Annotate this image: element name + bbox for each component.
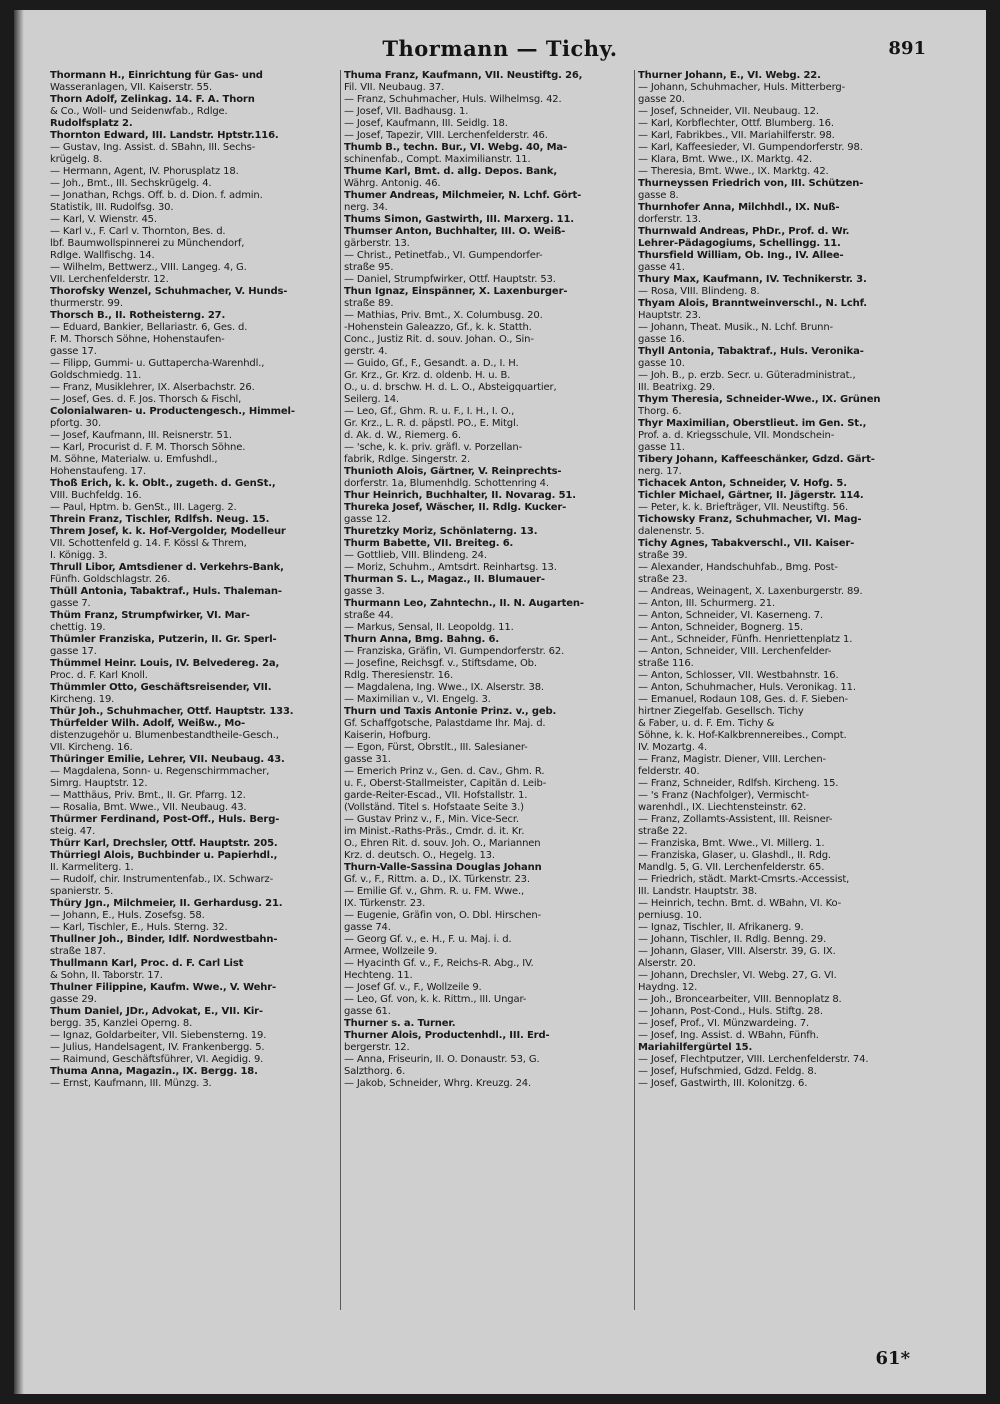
- directory-entry: hirtner Ziegelfab. Gesellsch. Tichy: [638, 706, 804, 717]
- column-3: [638, 70, 924, 1340]
- directory-entry: dalenenstr. 5.: [638, 526, 705, 537]
- directory-entry: — Josef, Kaufmann, III. Reisnerstr. 51.: [50, 430, 232, 441]
- directory-entry: Thornton Edward, III. Landstr. Hptstr.116.: [50, 130, 279, 141]
- directory-entry: — Johann, Glaser, VIII. Alserstr. 39, G. IX.: [638, 946, 836, 957]
- directory-entry: M. Söhne, Materialw. u. Emfushdl.,: [50, 454, 218, 465]
- directory-entry: Thun Ignaz, Einspänner, X. Laxenburger-: [344, 286, 568, 297]
- directory-entry: — 'sche, k. k. priv. gräfl. v. Porzellan-: [344, 442, 523, 453]
- directory-entry: — Ant., Schneider, Fünfh. Henriettenplatz 1.: [638, 634, 853, 645]
- directory-entry: — Franziska, Bmt. Wwe., VI. Millerg. 1.: [638, 838, 825, 849]
- directory-entry: — Josef, Schneider, VII. Neubaug. 12.: [638, 106, 819, 117]
- directory-entry: & Co., Woll- und Seidenwfab., Rdlge.: [50, 106, 228, 117]
- directory-entry: Proc. d. F. Karl Knoll.: [50, 670, 148, 681]
- directory-entry: Thume Karl, Bmt. d. allg. Depos. Bank,: [344, 166, 558, 177]
- directory-entry: — Emanuel, Rodaun 108, Ges. d. F. Sieben-: [638, 694, 848, 705]
- directory-entry: gasse 8.: [638, 190, 679, 201]
- directory-entry: — Matthäus, Priv. Bmt., II. Gr. Pfarrg. 12.: [50, 790, 246, 801]
- directory-entry: dorferstr. 1a, Blumenhdlg. Schottenring 4.: [344, 478, 549, 489]
- directory-entry: O., u. d. brschw. H. d. L. O., Absteigquartier,: [344, 382, 557, 393]
- directory-entry: Thürriegl Alois, Buchbinder u. Papierhdl.,: [50, 850, 278, 861]
- directory-entry: Colonialwaren- u. Productengesch., Himmel-: [50, 406, 295, 417]
- directory-entry: — Eugenie, Gräfin von, O. Dbl. Hirschen-: [344, 910, 542, 921]
- directory-entry: — Andreas, Weinagent, X. Laxenburgerstr. 89.: [638, 586, 863, 597]
- directory-entry: Thunioth Alois, Gärtner, V. Reinprechts-: [344, 466, 562, 477]
- directory-entry: straße 89.: [344, 298, 394, 309]
- running-head: Thormann — Tichy.: [382, 36, 618, 61]
- directory-entry: Thureka Josef, Wäscher, II. Rdlg. Kucker-: [344, 502, 567, 513]
- directory-entry: — Anton, Schneider, Bognerg. 15.: [638, 622, 804, 633]
- directory-entry: warenhdl., IX. Liechtensteinstr. 62.: [638, 802, 807, 813]
- directory-entry: — Josef, Flechtputzer, VIII. Lerchenfelderstr. 74.: [638, 1054, 869, 1065]
- directory-entry: Thorofsky Wenzel, Schuhmacher, V. Hunds-: [50, 286, 288, 297]
- directory-entry: Conc., Justiz Rit. d. souv. Johan. O., Sin-: [344, 334, 534, 345]
- directory-entry: — Heinrich, techn. Bmt. d. WBahn, VI. Ko-: [638, 898, 842, 909]
- directory-entry: — Paul, Hptm. b. GenSt., III. Lagerg. 2.: [50, 502, 237, 513]
- directory-entry: — Hermann, Agent, IV. Phorusplatz 18.: [50, 166, 239, 177]
- directory-columns: [50, 70, 930, 1340]
- directory-entry: Thurner Alois, Productenhdl., III. Erd-: [344, 1030, 550, 1041]
- directory-entry: — Josef, Tapezir, VIII. Lerchenfelderstr. 46.: [344, 130, 548, 141]
- directory-entry: Gf. v., F., Rittm. a. D., IX. Türkenstr. 23.: [344, 874, 530, 885]
- directory-entry: VIII. Buchfeldg. 16.: [50, 490, 142, 501]
- directory-entry: — Anton, Schuhmacher, Huls. Veronikag. 11.: [638, 682, 856, 693]
- directory-entry: Thüry Jgn., Milchmeier, II. Gerhardusg. 21.: [50, 898, 283, 909]
- directory-entry: Lehrer-Pädagogiums, Schellingg. 11.: [638, 238, 841, 249]
- directory-entry: — Christ., Petinetfab., VI. Gumpendorfer-: [344, 250, 543, 261]
- directory-entry: Thullmann Karl, Proc. d. F. Carl List: [50, 958, 244, 969]
- directory-entry: gasse 20.: [638, 94, 685, 105]
- directory-entry: Simrg. Hauptstr. 12.: [50, 778, 148, 789]
- directory-entry: Thorsch B., II. Rotheisterng. 27.: [50, 310, 226, 321]
- directory-entry: lbf. Baumwollspinnerei zu Münchendorf,: [50, 238, 245, 249]
- directory-entry: gasse 31.: [344, 754, 391, 765]
- directory-entry: — Johann, E., Huls. Zosefsg. 58.: [50, 910, 205, 921]
- directory-entry: — Johann, Tischler, II. Rdlg. Benng. 29.: [638, 934, 827, 945]
- directory-entry: Thum Daniel, JDr., Advokat, E., VII. Kir-: [50, 1006, 263, 1017]
- directory-entry: — Anton, Schlosser, VII. Westbahnstr. 16.: [638, 670, 839, 681]
- directory-entry: spanierstr. 5.: [50, 886, 114, 897]
- directory-entry: O., Ehren Rit. d. souv. Joh. O., Mariannen: [344, 838, 541, 849]
- directory-entry: & Faber, u. d. F. Em. Tichy &: [638, 718, 775, 729]
- directory-entry: straße 22.: [638, 826, 688, 837]
- directory-entry: u. F., Oberst-Stallmeister, Capitän d. Leib-: [344, 778, 547, 789]
- directory-entry: III. Landstr. Hauptstr. 38.: [638, 886, 758, 897]
- directory-entry: Armee, Wollzeile 9.: [344, 946, 438, 957]
- directory-entry: — Daniel, Strumpfwirker, Ottf. Hauptstr. 53.: [344, 274, 556, 285]
- directory-entry: Thurn-Valle-Sassina Douglas Johann: [344, 862, 542, 873]
- directory-entry: Goldschmiedg. 11.: [50, 370, 142, 381]
- directory-entry: Thorg. 6.: [638, 406, 682, 417]
- directory-entry: Thümmel Heinr. Louis, IV. Belvedereg. 2a,: [50, 658, 280, 669]
- directory-entry: Thüringer Emilie, Lehrer, VII. Neubaug. 43.: [50, 754, 285, 765]
- directory-entry: dorferstr. 13.: [638, 214, 701, 225]
- directory-entry: schinenfab., Compt. Maximilianstr. 11.: [344, 154, 531, 165]
- directory-entry: Hechteng. 11.: [344, 970, 413, 981]
- directory-entry: — Markus, Sensal, II. Leopoldg. 11.: [344, 622, 514, 633]
- directory-entry: — Jakob, Schneider, Whrg. Kreuzg. 24.: [344, 1078, 532, 1089]
- column-2: [344, 70, 630, 1340]
- directory-entry: — Klara, Bmt. Wwe., IX. Marktg. 42.: [638, 154, 812, 165]
- directory-entry: Rudolfsplatz 2.: [50, 118, 133, 129]
- directory-entry: straße 39.: [638, 550, 688, 561]
- directory-entry: Thuretzky Moriz, Schönlaterng. 13.: [344, 526, 538, 537]
- directory-entry: Thür Joh., Schuhmacher, Ottf. Hauptstr. 133.: [50, 706, 294, 717]
- directory-entry: Thüll Antonia, Tabaktraf., Huls. Thaleman-: [50, 586, 282, 597]
- directory-entry: straße 116.: [638, 658, 694, 669]
- directory-entry: & Sohn, II. Taborstr. 17.: [50, 970, 163, 981]
- directory-entry: distenzugehör u. Blumenbestandtheile-Gesch.,: [50, 730, 279, 741]
- directory-entry: Thürfelder Wilh. Adolf, Weißw., Mo-: [50, 718, 245, 729]
- directory-entry: Alserstr. 20.: [638, 958, 696, 969]
- directory-entry: — Karl, Korbflechter, Ottf. Blumberg. 16.: [638, 118, 834, 129]
- directory-entry: Thumser Anton, Buchhalter, III. O. Weiß-: [344, 226, 566, 237]
- directory-entry: Thurneyssen Friedrich von, III. Schützen-: [638, 178, 864, 189]
- directory-entry: I. Königg. 3.: [50, 550, 108, 561]
- directory-entry: gärberstr. 13.: [344, 238, 410, 249]
- directory-entry: — Friedrich, städt. Markt-Cmsrts.-Accessist,: [638, 874, 850, 885]
- directory-entry: Thurmann Leo, Zahntechn., II. N. Augarten-: [344, 598, 584, 609]
- directory-entry: — Franz, Magistr. Diener, VIII. Lerchen-: [638, 754, 826, 765]
- directory-entry: Threm Josef, k. k. Hof-Vergolder, Modelleur: [50, 526, 286, 537]
- directory-entry: Thurner Johann, E., VI. Webg. 22.: [638, 70, 821, 81]
- directory-entry: Thyr Maximilian, Oberstlieut. im Gen. St.,: [638, 418, 867, 429]
- directory-entry: Tichler Michael, Gärtner, II. Jägerstr. 114.: [638, 490, 864, 501]
- directory-entry: Thurnwald Andreas, PhDr., Prof. d. Wr.: [638, 226, 850, 237]
- directory-entry: — Josef, Kaufmann, III. Seidlg. 18.: [344, 118, 508, 129]
- directory-entry: Thurn Anna, Bmg. Bahng. 6.: [344, 634, 499, 645]
- directory-entry: — Josef Gf. v., F., Wollzeile 9.: [344, 982, 482, 993]
- directory-entry: Tichy Agnes, Tabakverschl., VII. Kaiser-: [638, 538, 855, 549]
- directory-entry: — Rudolf, chir. Instrumentenfab., IX. Schwarz-: [50, 874, 274, 885]
- directory-entry: — Karl, Procurist d. F. M. Thorsch Söhne.: [50, 442, 246, 453]
- directory-entry: — Moriz, Schuhm., Amtsdrt. Reinhartsg. 13.: [344, 562, 557, 573]
- directory-entry: Thrull Libor, Amtsdiener d. Verkehrs-Bank,: [50, 562, 284, 573]
- directory-entry: — Egon, Fürst, Obrstlt., III. Salesianer-: [344, 742, 528, 753]
- directory-entry: — Johann, Schuhmacher, Huls. Mitterberg-: [638, 82, 846, 93]
- directory-entry: Threin Franz, Tischler, Rdlfsh. Neug. 15.: [50, 514, 270, 525]
- directory-entry: — Emilie Gf. v., Ghm. R. u. FM. Wwe.,: [344, 886, 525, 897]
- directory-entry: Gf. Schaffgotsche, Palastdame Ihr. Maj. d.: [344, 718, 546, 729]
- directory-entry: — Rosa, VIII. Blindeng. 8.: [638, 286, 760, 297]
- directory-entry: — Peter, k. k. Briefträger, VII. Neustiftg. 56.: [638, 502, 849, 513]
- directory-entry: — Joh., Bmt., III. Sechskrügelg. 4.: [50, 178, 212, 189]
- directory-entry: — Josef, Prof., VI. Münzwardeing. 7.: [638, 1018, 810, 1029]
- directory-entry: — Magdalena, Sonn- u. Regenschirmmacher,: [50, 766, 270, 777]
- directory-entry: F. M. Thorsch Söhne, Hohenstaufen-: [50, 334, 225, 345]
- directory-entry: Tichowsky Franz, Schuhmacher, VI. Mag-: [638, 514, 862, 525]
- directory-entry: gasse 17.: [50, 646, 97, 657]
- directory-entry: im Minist.-Raths-Präs., Cmdr. d. it. Kr.: [344, 826, 525, 837]
- directory-entry: -Hohenstein Galeazzo, Gf., k. k. Statth.: [344, 322, 532, 333]
- directory-entry: Hauptstr. 23.: [638, 310, 701, 321]
- directory-entry: Thyll Antonia, Tabaktraf., Huls. Veronika-: [638, 346, 864, 357]
- directory-entry: Währg. Antonig. 46.: [344, 178, 441, 189]
- directory-entry: — Ernst, Kaufmann, III. Münzg. 3.: [50, 1078, 212, 1089]
- directory-entry: gasse 29.: [50, 994, 97, 1005]
- directory-entry: — Joh. B., p. erzb. Secr. u. Güteradministrat.,: [638, 370, 856, 381]
- directory-entry: — Ignaz, Tischler, II. Afrikanerg. 9.: [638, 922, 804, 933]
- directory-entry: Salzthorg. 6.: [344, 1066, 406, 1077]
- directory-entry: d. Ak. d. W., Riemerg. 6.: [344, 430, 461, 441]
- directory-entry: IV. Mozartg. 4.: [638, 742, 708, 753]
- directory-entry: Thums Simon, Gastwirth, III. Marxerg. 11.: [344, 214, 574, 225]
- directory-entry: — Gottlieb, VIII. Blindeng. 24.: [344, 550, 487, 561]
- directory-entry: gasse 17.: [50, 346, 97, 357]
- directory-entry: Gr. Krz., Gr. Krz. d. oldenb. H. u. B.: [344, 370, 511, 381]
- directory-entry: Tibery Johann, Kaffeeschänker, Gdzd. Gärt-: [638, 454, 875, 465]
- directory-entry: — Emerich Prinz v., Gen. d. Cav., Ghm. R.: [344, 766, 545, 777]
- directory-entry: — Franziska, Glaser, u. Glashdl., II. Rdg.: [638, 850, 831, 861]
- directory-entry: steig. 47.: [50, 826, 96, 837]
- directory-entry: (Vollständ. Titel s. Hofstaate Seite 3.): [344, 802, 524, 813]
- directory-entry: — Karl, Kaffeesieder, VI. Gumpendorferstr. 98.: [638, 142, 863, 153]
- directory-entry: Thurner s. a. Turner.: [344, 1018, 456, 1029]
- directory-entry: felderstr. 40.: [638, 766, 700, 777]
- directory-entry: — Maximilian v., VI. Engelg. 3.: [344, 694, 491, 705]
- directory-entry: Thuma Franz, Kaufmann, VII. Neustiftg. 26,: [344, 70, 583, 81]
- directory-entry: fabrik, Rdlge. Singerstr. 2.: [344, 454, 471, 465]
- directory-entry: Thürmer Ferdinand, Post-Off., Huls. Berg-: [50, 814, 280, 825]
- directory-entry: — Julius, Handelsagent, IV. Frankenbergg. 5.: [50, 1042, 265, 1053]
- directory-entry: — Magdalena, Ing. Wwe., IX. Alserstr. 38.: [344, 682, 544, 693]
- directory-entry: — Anna, Friseurin, II. O. Donaustr. 53, G.: [344, 1054, 540, 1065]
- directory-entry: — Anton, Schneider, VI. Kaserneng. 7.: [638, 610, 823, 621]
- directory-entry: straße 187.: [50, 946, 106, 957]
- directory-entry: Thumb B., techn. Bur., VI. Webg. 40, Ma-: [344, 142, 567, 153]
- directory-entry: Thormann H., Einrichtung für Gas- und: [50, 70, 263, 81]
- directory-entry: Fil. VII. Neubaug. 37.: [344, 82, 445, 93]
- directory-entry: — Johann, Post-Cond., Huls. Stiftg. 28.: [638, 1006, 823, 1017]
- directory-entry: bergerstr. 12.: [344, 1042, 410, 1053]
- directory-entry: gasse 74.: [344, 922, 391, 933]
- directory-entry: gasse 10.: [638, 358, 685, 369]
- directory-entry: gasse 12.: [344, 514, 391, 525]
- directory-entry: Thulner Filippine, Kaufm. Wwe., V. Wehr-: [50, 982, 277, 993]
- directory-entry: — Franz, Schuhmacher, Huls. Wilhelmsg. 42.: [344, 94, 562, 105]
- directory-entry: gasse 7.: [50, 598, 91, 609]
- column-1: [50, 70, 336, 1340]
- directory-entry: Thüm Franz, Strumpfwirker, VI. Mar-: [50, 610, 250, 621]
- directory-entry: Thursfield William, Ob. Ing., IV. Allee-: [638, 250, 844, 261]
- directory-entry: gasse 11.: [638, 442, 685, 453]
- directory-entry: — Johann, Drechsler, VI. Webg. 27, G. VI.: [638, 970, 837, 981]
- directory-entry: Thurman S. L., Magaz., II. Blumauer-: [344, 574, 545, 585]
- directory-entry: — Josef, VII. Badhausg. 1.: [344, 106, 469, 117]
- directory-entry: Thurn und Taxis Antonie Prinz. v., geb.: [344, 706, 557, 717]
- directory-entry: Kaiserin, Hofburg.: [344, 730, 431, 741]
- directory-entry: III. Beatrixg. 29.: [638, 382, 715, 393]
- page-header: [14, 36, 986, 66]
- directory-entry: gasse 16.: [638, 334, 685, 345]
- directory-entry: — Franz, Musiklehrer, IX. Alserbachstr. 26.: [50, 382, 255, 393]
- directory-entry: Thym Theresia, Schneider-Wwe., IX. Grünen: [638, 394, 881, 405]
- directory-entry: Wasseranlagen, VII. Kaiserstr. 55.: [50, 82, 212, 93]
- directory-entry: — Alexander, Handschuhfab., Bmg. Post-: [638, 562, 838, 573]
- directory-entry: Thullner Joh., Binder, Idlf. Nordwestbahn-: [50, 934, 278, 945]
- directory-entry: Thyam Alois, Branntweinverschl., N. Lchf.: [638, 298, 867, 309]
- directory-entry: gasse 3.: [344, 586, 385, 597]
- directory-entry: garde-Reiter-Escad., VII. Hofstallstr. 1.: [344, 790, 528, 801]
- directory-entry: — Karl, Tischler, E., Huls. Sterng. 32.: [50, 922, 228, 933]
- directory-entry: — Eduard, Bankier, Bellariastr. 6, Ges. d.: [50, 322, 248, 333]
- directory-entry: — Wilhelm, Bettwerz., VIII. Langeg. 4, G.: [50, 262, 247, 273]
- directory-entry: chettig. 19.: [50, 622, 106, 633]
- directory-entry: — Hyacinth Gf. v., F., Reichs-R. Abg., IV.: [344, 958, 534, 969]
- directory-entry: — Franziska, Gräfin, VI. Gumpendorferstr. 62.: [344, 646, 565, 657]
- directory-entry: nerg. 17.: [638, 466, 682, 477]
- directory-entry: Thürr Karl, Drechsler, Ottf. Hauptstr. 205.: [50, 838, 278, 849]
- directory-entry: perniusg. 10.: [638, 910, 702, 921]
- directory-entry: — Josef, Ing. Assist. d. WBahn, Fünfh.: [638, 1030, 819, 1041]
- directory-entry: Thoß Erich, k. k. Oblt., zugeth. d. GenSt.,: [50, 478, 276, 489]
- directory-entry: Thur Heinrich, Buchhalter, II. Novarag. 51.: [344, 490, 576, 501]
- directory-entry: Krz. d. deutsch. O., Hegelg. 13.: [344, 850, 495, 861]
- directory-entry: Seilerg. 14.: [344, 394, 399, 405]
- directory-entry: krügelg. 8.: [50, 154, 103, 165]
- directory-entry: — Leo, Gf., Ghm. R. u. F., I. H., I. O.,: [344, 406, 515, 417]
- directory-entry: VII. Schottenfeld g. 14. F. Kössl & Threm,: [50, 538, 247, 549]
- directory-page: [14, 10, 986, 1394]
- directory-entry: — Jonathan, Rchgs. Off. b. d. Dion. f. admin.: [50, 190, 263, 201]
- directory-entry: — Georg Gf. v., e. H., F. u. Maj. i. d.: [344, 934, 512, 945]
- directory-entry: — Anton, Schneider, VIII. Lerchenfelder-: [638, 646, 832, 657]
- directory-entry: — Theresia, Bmt. Wwe., IX. Marktg. 42.: [638, 166, 829, 177]
- directory-entry: — Karl, Fabrikbes., VII. Mariahilferstr. 98.: [638, 130, 835, 141]
- directory-entry: — Rosalia, Bmt. Wwe., VII. Neubaug. 43.: [50, 802, 247, 813]
- directory-entry: — Karl, V. Wienstr. 45.: [50, 214, 157, 225]
- directory-entry: — Josefine, Reichsgf. v., Stiftsdame, Ob.: [344, 658, 537, 669]
- column-divider: [340, 70, 341, 1310]
- directory-entry: — Filipp, Gummi- u. Guttapercha-Warenhdl.,: [50, 358, 265, 369]
- directory-entry: IX. Türkenstr. 23.: [344, 898, 426, 909]
- directory-entry: Söhne, k. k. Hof-Kalkbrennereibes., Compt.: [638, 730, 847, 741]
- directory-entry: Gr. Krz., L. R. d. päpstl. PO., E. Mitgl.: [344, 418, 519, 429]
- directory-entry: — Josef, Hufschmied, Gdzd. Feldg. 8.: [638, 1066, 817, 1077]
- directory-entry: — Leo, Gf. von, k. k. Rittm., III. Ungar-: [344, 994, 527, 1005]
- page-number: 891: [888, 38, 926, 59]
- directory-entry: gasse 61.: [344, 1006, 391, 1017]
- directory-entry: — Franz, Zollamts-Assistent, III. Reisner-: [638, 814, 833, 825]
- directory-entry: Tichacek Anton, Schneider, V. Hofg. 5.: [638, 478, 847, 489]
- directory-entry: gerstr. 4.: [344, 346, 388, 357]
- directory-entry: Prof. a. d. Kriegsschule, VII. Mondschein-: [638, 430, 835, 441]
- directory-entry: Thumer Andreas, Milchmeier, N. Lchf. Gört-: [344, 190, 582, 201]
- directory-entry: — Johann, Theat. Musik., N. Lchf. Brunn-: [638, 322, 834, 333]
- directory-entry: thurmerstr. 99.: [50, 298, 123, 309]
- directory-entry: — Gustav Prinz v., F., Min. Vice-Secr.: [344, 814, 519, 825]
- directory-entry: Thümler Franziska, Putzerin, II. Gr. Sperl-: [50, 634, 277, 645]
- directory-entry: straße 23.: [638, 574, 688, 585]
- directory-entry: Hohenstaufeng. 17.: [50, 466, 146, 477]
- directory-entry: straße 95.: [344, 262, 394, 273]
- signature-mark: 61*: [875, 1348, 910, 1369]
- directory-entry: Thorn Adolf, Zelinkag. 14. F. A. Thorn: [50, 94, 255, 105]
- column-divider: [634, 70, 635, 1310]
- directory-entry: — Franz, Schneider, Rdlfsh. Kircheng. 15.: [638, 778, 839, 789]
- directory-entry: pfortg. 30.: [50, 418, 101, 429]
- directory-entry: VII. Kircheng. 16.: [50, 742, 133, 753]
- directory-entry: — Karl v., F. Carl v. Thornton, Bes. d.: [50, 226, 226, 237]
- directory-entry: II. Karmeliterg. 1.: [50, 862, 134, 873]
- directory-entry: Rdlg. Theresienstr. 16.: [344, 670, 454, 681]
- directory-entry: — Guido, Gf., F., Gesandt. a. D., I. H.: [344, 358, 519, 369]
- directory-entry: — Joh., Broncearbeiter, VIII. Bennoplatz 8.: [638, 994, 842, 1005]
- directory-entry: nerg. 34.: [344, 202, 388, 213]
- directory-entry: Thümmler Otto, Geschäftsreisender, VII.: [50, 682, 272, 693]
- directory-entry: straße 44.: [344, 610, 394, 621]
- directory-entry: — Mathias, Priv. Bmt., X. Columbusg. 20.: [344, 310, 543, 321]
- directory-entry: Thury Max, Kaufmann, IV. Technikerstr. 3.: [638, 274, 867, 285]
- directory-entry: Mariahilfergürtel 15.: [638, 1042, 753, 1053]
- directory-entry: — Anton, III. Schurmerg. 21.: [638, 598, 775, 609]
- directory-entry: — Raimund, Geschäftsführer, VI. Aegidig. 9.: [50, 1054, 264, 1065]
- directory-entry: — Josef, Ges. d. F. Jos. Thorsch & Fischl,: [50, 394, 242, 405]
- directory-entry: Thurm Babette, VII. Breiteg. 6.: [344, 538, 514, 549]
- directory-entry: — 's Franz (Nachfolger), Vermischt-: [638, 790, 809, 801]
- directory-entry: Thuma Anna, Magazin., IX. Bergg. 18.: [50, 1066, 258, 1077]
- directory-entry: — Gustav, Ing. Assist. d. SBahn, III. Sechs-: [50, 142, 256, 153]
- directory-entry: Haydng. 12.: [638, 982, 698, 993]
- directory-entry: — Josef, Gastwirth, III. Kolonitzg. 6.: [638, 1078, 808, 1089]
- directory-entry: Mandlg. 5, G. VII. Lerchenfelderstr. 65.: [638, 862, 825, 873]
- directory-entry: — Ignaz, Goldarbeiter, VII. Siebensterng. 19.: [50, 1030, 267, 1041]
- directory-entry: bergg. 35, Kanzlei Operng. 8.: [50, 1018, 193, 1029]
- directory-entry: Statistik, III. Rudolfsg. 30.: [50, 202, 174, 213]
- directory-entry: Fünfh. Goldschlagstr. 26.: [50, 574, 171, 585]
- directory-entry: Rdlge. Wallfischg. 14.: [50, 250, 155, 261]
- directory-entry: Thurnhofer Anna, Milchhdl., IX. Nuß-: [638, 202, 840, 213]
- directory-entry: Kircheng. 19.: [50, 694, 115, 705]
- directory-entry: gasse 41.: [638, 262, 685, 273]
- directory-entry: VII. Lerchenfelderstr. 12.: [50, 274, 169, 285]
